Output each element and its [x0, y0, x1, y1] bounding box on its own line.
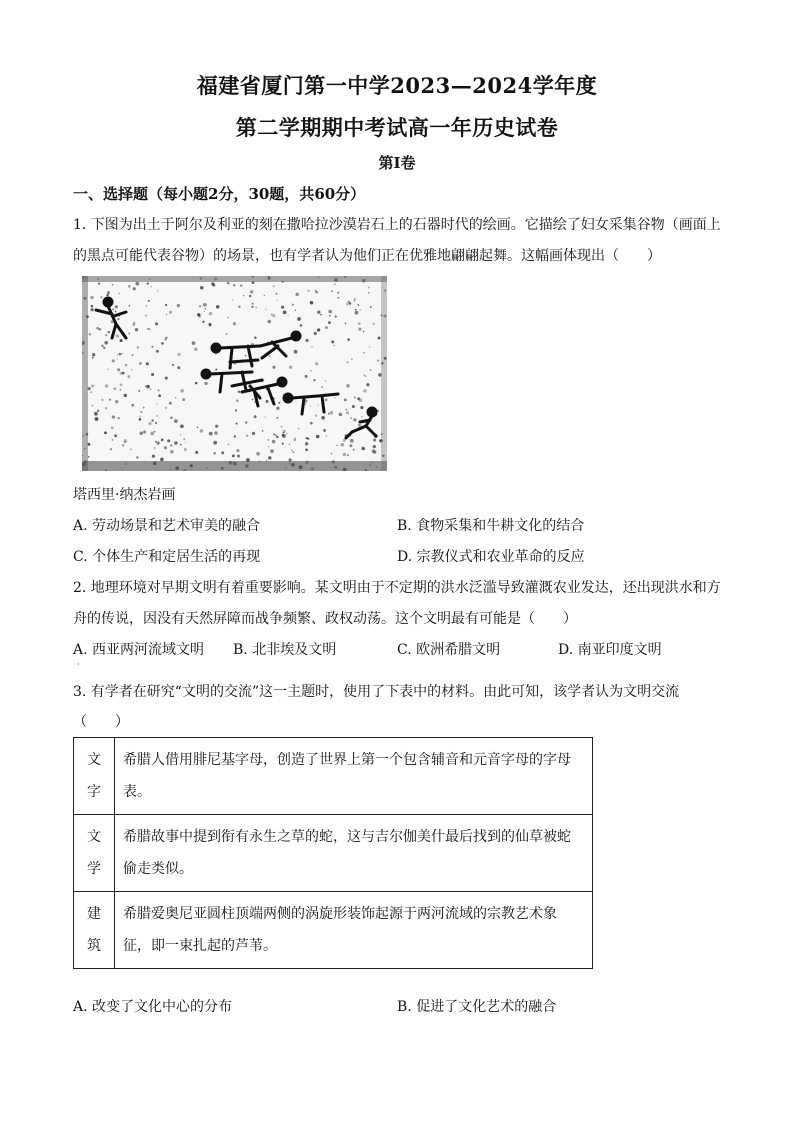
table-row-key [74, 892, 115, 969]
q1-option-c: C. 个体生产和定居生活的再现 [73, 549, 261, 565]
figure-caption: 塔西里·纳杰岩画 [73, 487, 176, 503]
table-row [74, 815, 593, 892]
q2-stem-line-1: 2. 地理环境对早期文明有着重要影响。某文明由于不定期的洪水泛滥导致灌溉农业发达，还出现洪水和方 [73, 580, 721, 596]
q1-stem-line-2: 的黑点可能代表谷物）的场景，也有学者认为他们正在优雅地翩翩起舞。这幅画体现出（ ） [73, 248, 661, 264]
exam-title-line-1: 福建省厦门第一中学2023—2024学年度 [196, 73, 598, 98]
table-row [74, 738, 593, 815]
key-char: 筑 [87, 938, 101, 954]
q3-option-b: B. 促进了文化艺术的融合 [397, 999, 557, 1015]
table-row-text: 希腊故事中提到衔有永生之草的蛇，这与吉尔伽美什最后找到的仙草被蛇偷走类似。 [115, 815, 593, 892]
key-char: 学 [87, 861, 101, 877]
material-table [73, 737, 593, 969]
table-row-text: 希腊爱奥尼亚圆柱顶端两侧的涡旋形装饰起源于两河流域的宗教艺术象征，即一束扎起的芦苇。 [115, 892, 593, 969]
table-row-key [74, 738, 115, 815]
q1-stem-line-1: 1. 下图为出土于阿尔及利亚的刻在撒哈拉沙漠岩石上的石器时代的绘画。它描绘了妇女采集谷物（画面上 [73, 217, 721, 233]
key-char: 文 [87, 752, 101, 768]
table-row-text: 希腊人借用腓尼基字母，创造了世界上第一个包含辅音和元音字母的字母表。 [115, 738, 593, 815]
section-heading: 一、选择题（每小题2分，30题，共60分） [73, 185, 366, 203]
key-char: 文 [87, 829, 101, 845]
rock-painting-image [82, 276, 387, 471]
q2-option-a: A. 西亚两河流域文明 [73, 642, 205, 658]
q3-option-a: A. 改变了文化中心的分布 [73, 999, 233, 1015]
q2-stem-line-2: 舟的传说，因没有天然屏障而战争频繁、政权动荡。这个文明最有可能是（ ） [73, 611, 577, 627]
q1-option-d: D. 宗教仪式和农业革命的反应 [397, 549, 585, 565]
q1-option-a: A. 劳动场景和艺术审美的融合 [73, 518, 261, 534]
scan-artifact-dot: · [77, 660, 80, 669]
q2-option-d: D. 南亚印度文明 [558, 642, 662, 658]
table-row [74, 892, 593, 969]
volume-label: 第Ⅰ卷 [378, 154, 416, 172]
key-char: 字 [87, 784, 101, 800]
table-row-key [74, 815, 115, 892]
q3-stem-line-2: （ ） [73, 714, 129, 730]
exam-title-line-2: 第二学期期中考试高一年历史试卷 [235, 115, 559, 140]
q3-stem-line-1: 3. 有学者在研究“文明的交流”这一主题时，使用了下表中的材料。由此可知，该学者认为文明交流 [73, 684, 680, 700]
q1-option-b: B. 食物采集和牛耕文化的结合 [397, 518, 585, 534]
key-char: 建 [87, 906, 101, 922]
q2-option-b: B. 北非埃及文明 [233, 642, 337, 658]
q2-option-c: C. 欧洲希腊文明 [397, 642, 501, 658]
